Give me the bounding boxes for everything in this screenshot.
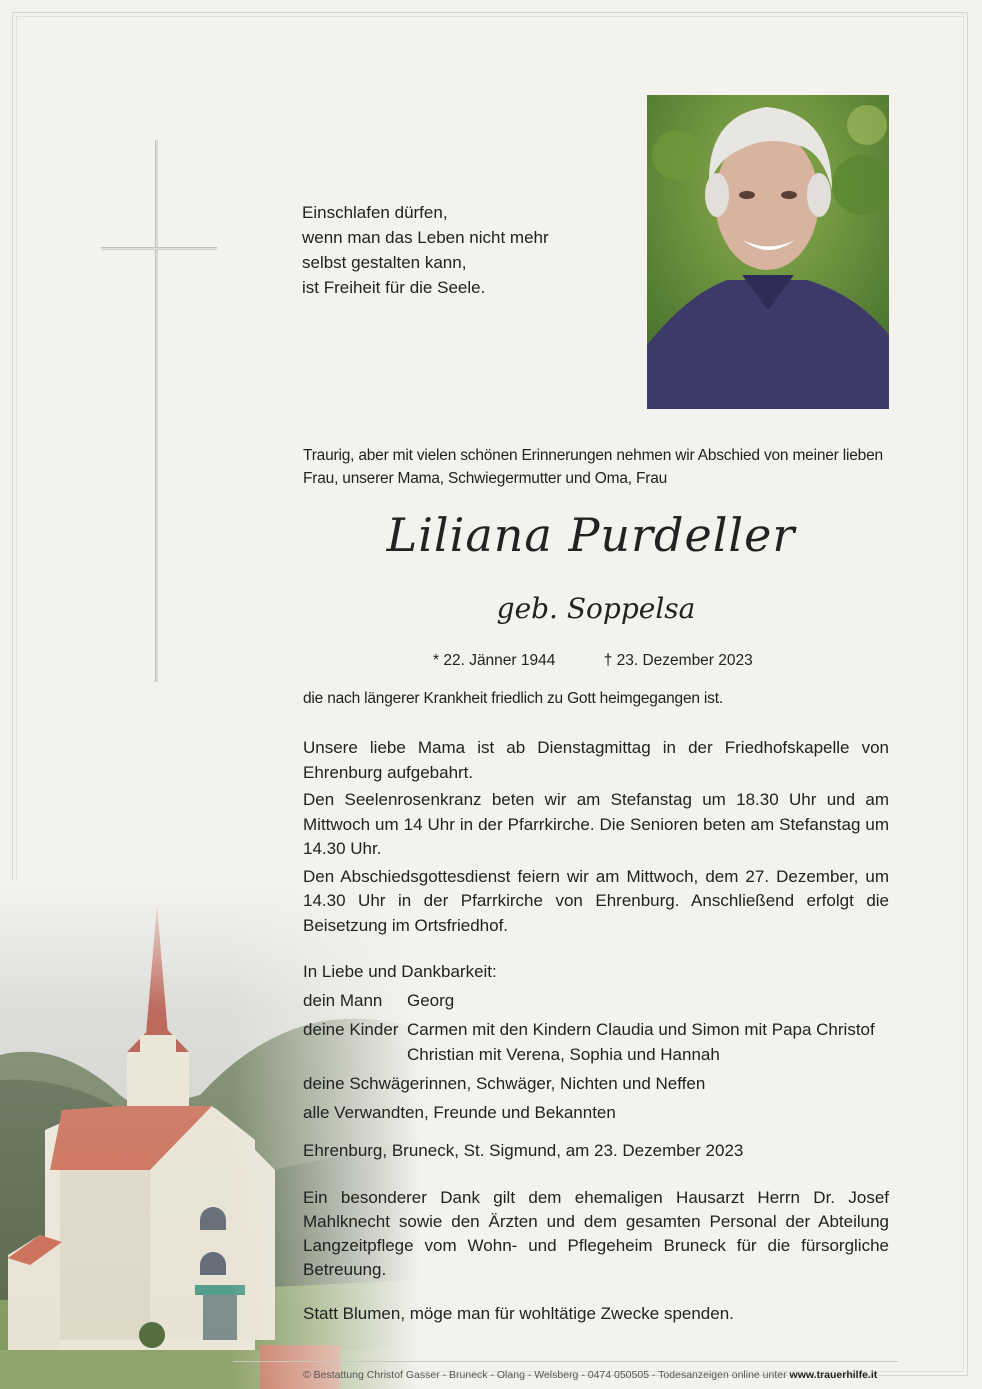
footer [303,1369,877,1381]
paragraph: Den Seelenrosenkranz beten wir am Stefanstag um 18.30 Uhr und am Mittwoch um 14 Uhr in der Pfarrkirche. Die Senioren beten am Stefanstag um 14.30 Uhr. [303,790,889,858]
birth-date: * 22. Jänner 1944 [433,652,556,669]
husband-name: Georg [407,991,455,1010]
deceased-name: Liliana Purdeller [386,508,796,562]
poem-line: wenn man das Leben nicht mehr [302,228,549,247]
family-row [303,989,903,1014]
thanks-text: Ein besonderer Dank gilt dem ehemaligen Hausarzt Herrn Dr. Josef Mahlknecht sowie den Ärzten und dem gesamten Personal der Abteilung Langzeitpflege vom Wohn- und Pflegeheim Bruneck für die fürsorgliche Betreuung. [303,1188,889,1279]
inlaws: deine Schwägerinnen, Schwäger, Nichten und Neffen [303,1073,706,1093]
cross-horizontal [101,247,217,250]
place-date: Ehrenburg, Bruneck, St. Sigmund, am 23. Dezember 2023 [303,1141,744,1160]
family-heading: In Liebe und Dankbarkeit: [303,962,497,981]
children-line-2: Christian mit Verena, Sophia und Hannah [407,1044,720,1064]
relatives: alle Verwandten, Freunde und Bekannten [303,1102,616,1122]
poem-line: selbst gestalten kann, [302,253,467,272]
poem [302,200,549,300]
family-list [303,960,903,1130]
poem-line: ist Freiheit für die Seele. [302,278,486,297]
intro-text: Traurig, aber mit vielen schönen Erinnerungen nehmen wir Abschied von meiner lieben Frau, unserer Mama, Schwiegermutter und Oma, Frau [303,447,883,487]
family-row [303,1018,903,1043]
flowers-note: Statt Blumen, möge man für wohltätige Zwecke spenden. [303,1304,734,1323]
arrangements [303,736,889,941]
husband-label: dein Mann [303,991,383,1010]
passed-text: die nach längerer Krankheit friedlich zu Gott heimgegangen ist. [303,690,723,707]
portrait-photo [647,95,889,409]
poem-line: Einschlafen dürfen, [302,203,448,222]
maiden-name: geb. Soppelsa [496,592,696,625]
footer-text: © Bestattung Christof Gasser - Bruneck - Olang - Welsberg - 0474 050505 - Todesanzeigen online unter [303,1369,787,1381]
footer-divider [233,1361,898,1362]
paragraph: Unsere liebe Mama ist ab Dienstagmittag in der Friedhofskapelle von Ehrenburg aufgebahrt. [303,738,889,782]
footer-link[interactable]: www.trauerhilfe.it [789,1369,878,1381]
paragraph: Den Abschiedsgottesdienst feiern wir am Mittwoch, dem 27. Dezember, um 14.30 Uhr in der Pfarrkirche von Ehrenburg. Anschließend erfolgt die Beisetzung im Ortsfriedhof. [303,866,889,935]
life-dates [433,652,753,670]
children-line-1: Carmen mit den Kindern Claudia und Simon mit Papa Christof [407,1020,875,1039]
death-date: † 23. Dezember 2023 [603,652,753,669]
children-label: deine Kinder [303,1020,399,1039]
